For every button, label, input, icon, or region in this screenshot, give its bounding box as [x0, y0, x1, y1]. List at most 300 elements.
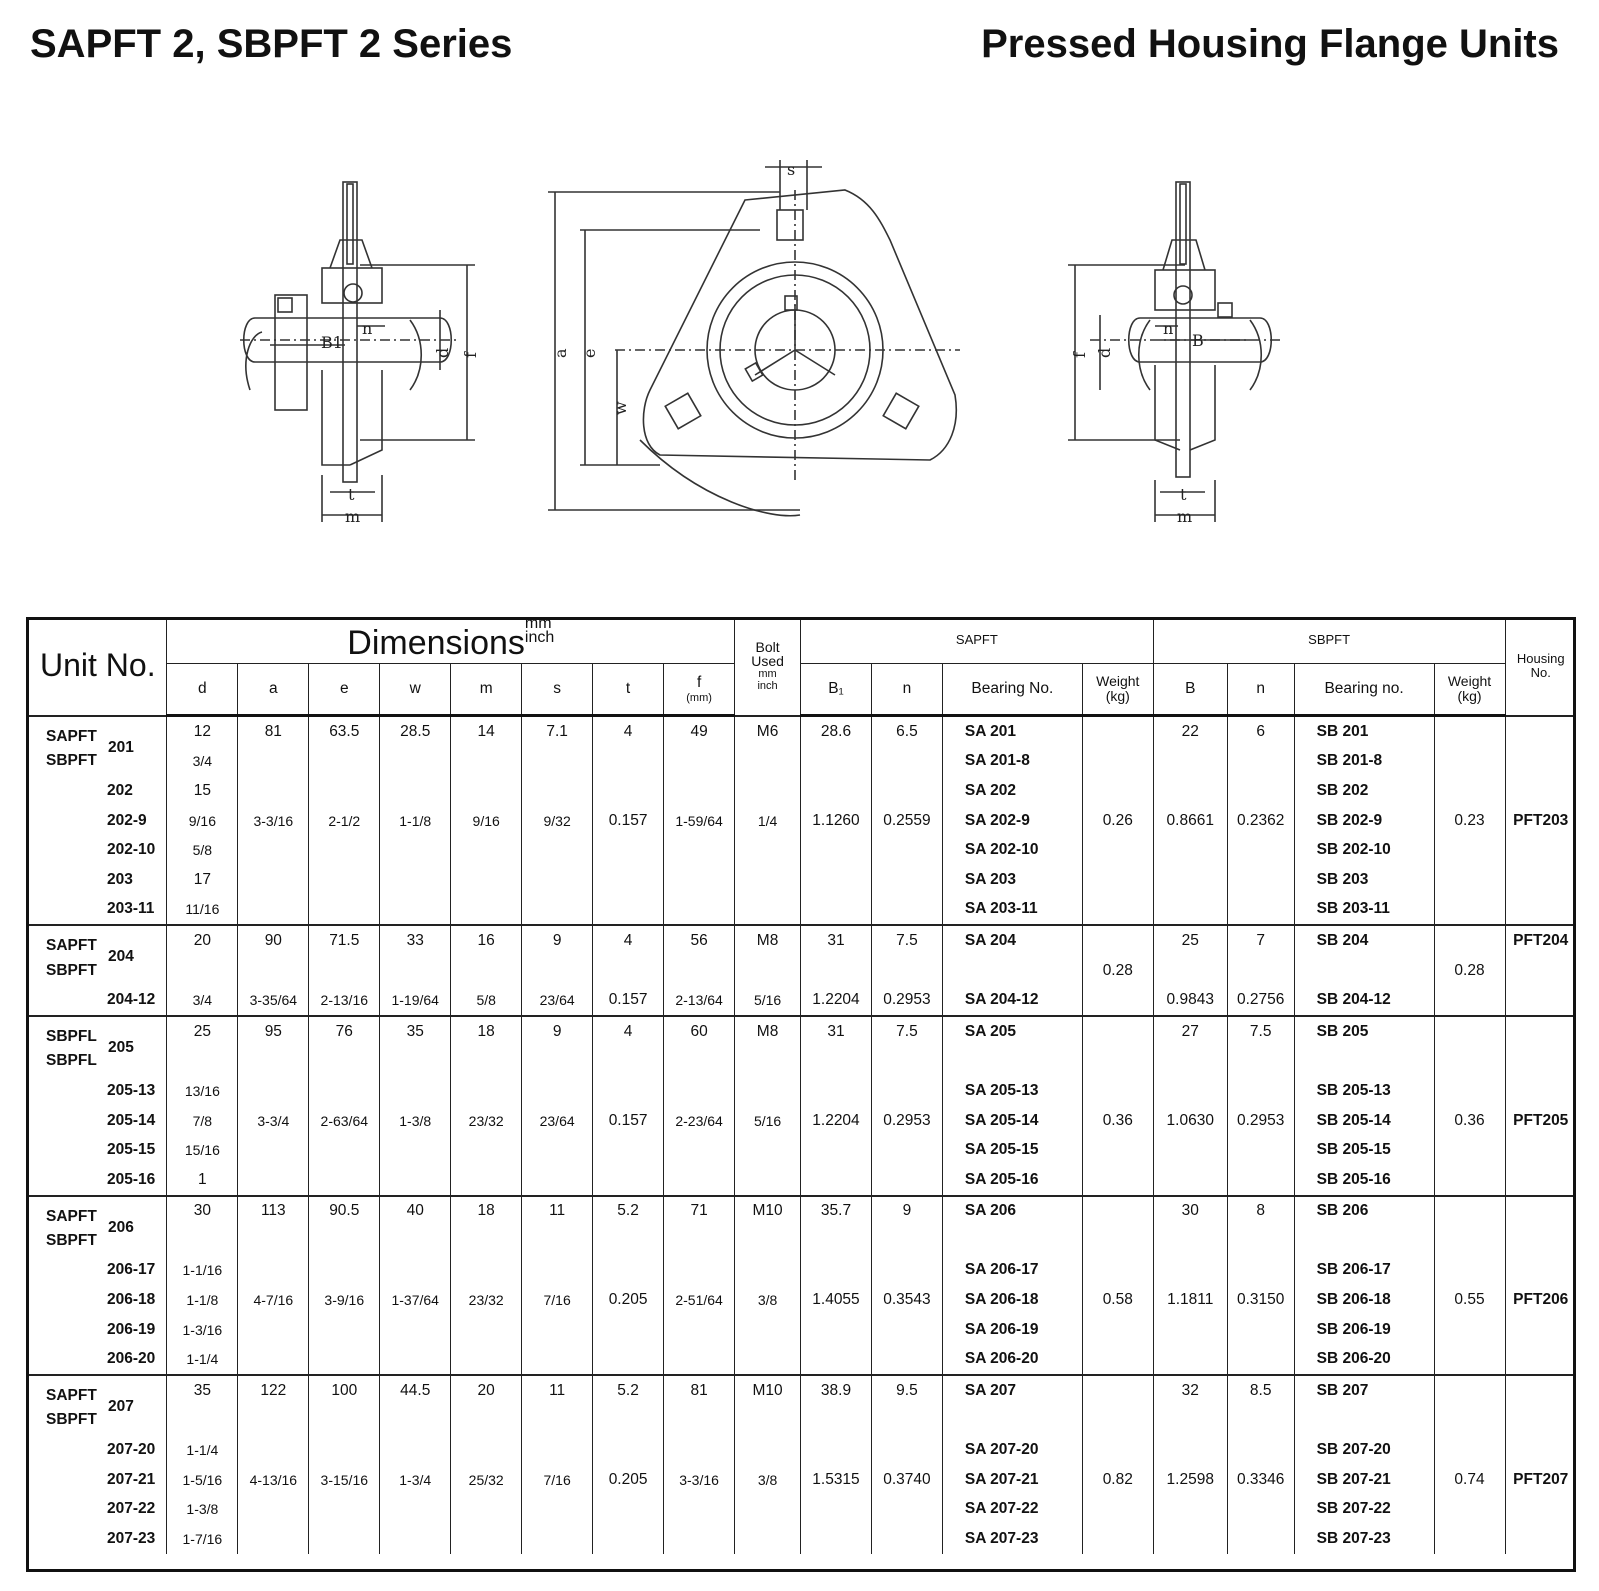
cell-bra: SA 207-21 [942, 1465, 1082, 1495]
cell-wb: 0.23 [1434, 806, 1505, 836]
cell-b1 [801, 747, 872, 777]
cell-n2: 7.5 [1227, 1016, 1294, 1047]
cell-t: 4 [593, 925, 664, 956]
cell-brb: SB 206 [1294, 1196, 1434, 1227]
cell-wb [1434, 1524, 1505, 1554]
cell-bolt: M8 [735, 925, 801, 956]
cell-n2 [1227, 1135, 1294, 1165]
cell-w [380, 747, 451, 777]
cell-m [451, 1226, 522, 1256]
cell-wa [1082, 1315, 1153, 1345]
cell-brb: SB 204 [1294, 925, 1434, 956]
cell-brb: SB 206-17 [1294, 1256, 1434, 1286]
cell-wa [1082, 1135, 1153, 1165]
unit-no-cell: 206-19 [107, 1320, 156, 1338]
cell-h: PFT207 [1505, 1465, 1576, 1495]
cell-s [522, 835, 593, 865]
cell-m [451, 1315, 522, 1345]
cell-m [451, 1524, 522, 1554]
cell-b1 [801, 1494, 872, 1524]
cell-bra: SA 205-13 [942, 1076, 1082, 1106]
cell-a: 3-35/64 [238, 985, 309, 1016]
specification-table [26, 617, 1576, 1554]
cell-s [522, 1435, 593, 1465]
cell-d: 15 [167, 776, 238, 806]
cell-m: 14 [451, 716, 522, 747]
bolt-used-header: Bolt Used mm inch [735, 617, 801, 716]
cell-n1 [871, 1435, 942, 1465]
cell-bolt [735, 835, 801, 865]
cell-s: 9 [522, 925, 593, 956]
cell-h [1505, 835, 1576, 865]
cell-s [522, 1226, 593, 1256]
cell-bolt [735, 776, 801, 806]
dim-col-w: w [380, 664, 451, 716]
unit-no-cell: SBPFT [46, 1231, 97, 1249]
cell-s [522, 1494, 593, 1524]
unit-no-cell: 202-10 [107, 841, 156, 859]
cell-m: 9/16 [451, 806, 522, 836]
cell-m [451, 776, 522, 806]
cell-brb [1294, 956, 1434, 986]
cell-e: 63.5 [309, 716, 380, 747]
page-title-right: Pressed Housing Flange Units [981, 22, 1559, 66]
label-s: s [787, 160, 796, 179]
cell-f [664, 865, 735, 895]
cell-f [664, 1076, 735, 1106]
cell-m: 18 [451, 1016, 522, 1047]
unit-no-cell: 206-17 [107, 1261, 156, 1279]
cell-m: 20 [451, 1375, 522, 1406]
cell-f: 49 [664, 716, 735, 747]
unit-no-cell: 202 [107, 781, 133, 799]
cell-s [522, 1076, 593, 1106]
cell-f: 1-59/64 [664, 806, 735, 836]
cell-a: 4-7/16 [238, 1285, 309, 1315]
cell-n1: 0.2953 [871, 1106, 942, 1136]
cell-b1: 1.4055 [801, 1285, 872, 1315]
label-t-left: t [348, 485, 355, 504]
cell-w [380, 776, 451, 806]
cell-s [522, 1135, 593, 1165]
cell-w: 1-3/4 [380, 1465, 451, 1495]
cell-bra [942, 1047, 1082, 1077]
cell-t [593, 1165, 664, 1196]
cell-f [664, 1256, 735, 1286]
cell-b [1153, 1165, 1227, 1196]
cell-bra: SA 206-20 [942, 1344, 1082, 1375]
cell-wa: 0.28 [1082, 956, 1153, 986]
cell-s: 23/64 [522, 1106, 593, 1136]
cell-b1: 38.9 [801, 1375, 872, 1406]
cell-w [380, 1494, 451, 1524]
cell-n2: 0.2362 [1227, 806, 1294, 836]
cell-t [593, 1135, 664, 1165]
cell-bra: SA 202 [942, 776, 1082, 806]
cell-b [1153, 835, 1227, 865]
cell-f [664, 1344, 735, 1375]
cell-w [380, 956, 451, 986]
cell-f: 81 [664, 1375, 735, 1406]
unit-no-cell: 206-18 [107, 1291, 156, 1309]
cell-s [522, 1315, 593, 1345]
front-view [548, 160, 960, 516]
cell-a [238, 865, 309, 895]
cell-t: 0.205 [593, 1465, 664, 1495]
cell-n2: 0.3346 [1227, 1465, 1294, 1495]
cell-bolt [735, 1256, 801, 1286]
cell-wb: 0.28 [1434, 956, 1505, 986]
cell-w: 28.5 [380, 716, 451, 747]
cell-d: 1-1/4 [167, 1344, 238, 1375]
cell-w [380, 1165, 451, 1196]
cell-m [451, 1435, 522, 1465]
cell-e [309, 747, 380, 777]
label-m-left: m [345, 507, 361, 526]
cell-d: 5/8 [167, 835, 238, 865]
unit-no-cell: 205-14 [107, 1111, 156, 1129]
cell-a: 90 [238, 925, 309, 956]
cell-wb [1434, 1256, 1505, 1286]
unit-no-header: Unit No. [26, 617, 167, 716]
cell-brb: SB 202-9 [1294, 806, 1434, 836]
cell-e [309, 1047, 380, 1077]
cell-t [593, 1524, 664, 1554]
cell-a [238, 1344, 309, 1375]
cell-bra: SA 207-22 [942, 1494, 1082, 1524]
cell-a: 3-3/16 [238, 806, 309, 836]
cell-brb: SB 205 [1294, 1016, 1434, 1047]
cell-e [309, 835, 380, 865]
cell-wb [1434, 1406, 1505, 1436]
cell-bra: SA 205-15 [942, 1135, 1082, 1165]
cell-bra: SA 204 [942, 925, 1082, 956]
cell-wb [1434, 865, 1505, 895]
cell-s [522, 776, 593, 806]
label-d-right: d [1095, 347, 1114, 358]
cell-s [522, 895, 593, 926]
cell-brb: SB 203 [1294, 865, 1434, 895]
cell-wb [1434, 835, 1505, 865]
cell-bra: SA 207-23 [942, 1524, 1082, 1554]
cell-f [664, 1406, 735, 1436]
cell-a [238, 1435, 309, 1465]
cell-d: 1-7/16 [167, 1524, 238, 1554]
unit-no-cell: 206-20 [107, 1350, 156, 1368]
cell-f [664, 835, 735, 865]
cell-h [1505, 1226, 1576, 1256]
cell-wa [1082, 747, 1153, 777]
cell-t [593, 1315, 664, 1345]
table-row [26, 925, 1576, 956]
cell-a [238, 895, 309, 926]
cell-h [1505, 1196, 1576, 1227]
cell-n1 [871, 776, 942, 806]
cell-t: 0.205 [593, 1285, 664, 1315]
right-side-view [1068, 182, 1280, 526]
cell-s: 23/64 [522, 985, 593, 1016]
cell-h [1505, 1135, 1576, 1165]
unit-no-cell: SAPFT 204 [26, 925, 167, 956]
cell-n2 [1227, 1165, 1294, 1196]
cell-brb: SB 205-13 [1294, 1076, 1434, 1106]
unit-no-cell: SAPFT 207 [26, 1375, 167, 1406]
cell-n2 [1227, 1344, 1294, 1375]
label-n-left: n [362, 319, 373, 338]
cell-d: 1-3/16 [167, 1315, 238, 1345]
cell-t [593, 1435, 664, 1465]
sbpft-col-1: n [1227, 664, 1294, 716]
cell-f [664, 1524, 735, 1554]
cell-wb [1434, 1016, 1505, 1047]
cell-bra: SA 201 [942, 716, 1082, 747]
cell-bra: SA 202-9 [942, 806, 1082, 836]
cell-t: 4 [593, 716, 664, 747]
unit-no-cell: SBPFT [46, 961, 97, 979]
cell-b [1153, 1344, 1227, 1375]
cell-n1 [871, 895, 942, 926]
cell-wa [1082, 1076, 1153, 1106]
unit-no-cell: 203-11 [107, 900, 155, 918]
cell-e: 2-13/16 [309, 985, 380, 1016]
cell-n2: 0.2756 [1227, 985, 1294, 1016]
label-f-right: f [1070, 352, 1089, 358]
cell-b: 30 [1153, 1196, 1227, 1227]
table-row [26, 806, 1576, 836]
cell-bolt: M10 [735, 1375, 801, 1406]
table-row [26, 1076, 1576, 1106]
cell-w: 1-3/8 [380, 1106, 451, 1136]
table-row [26, 1106, 1576, 1136]
table-row [26, 985, 1576, 1016]
cell-b [1153, 1256, 1227, 1286]
cell-brb: SB 207 [1294, 1375, 1434, 1406]
cell-e: 100 [309, 1375, 380, 1406]
cell-n2: 6 [1227, 716, 1294, 747]
unit-no-cell: 207-21 [107, 1470, 156, 1488]
cell-m [451, 835, 522, 865]
unit-no-cell: SBPFL [46, 1052, 97, 1070]
cell-wb [1434, 1165, 1505, 1196]
cell-t: 5.2 [593, 1375, 664, 1406]
cell-n2: 7 [1227, 925, 1294, 956]
cell-t [593, 835, 664, 865]
cell-n1 [871, 1256, 942, 1286]
unit-no-cell: SBPFT [46, 1411, 97, 1429]
page-title-left: SAPFT 2, SBPFT 2 Series [30, 22, 513, 66]
cell-bolt [735, 1406, 801, 1436]
unit-no-cell: SBPFT [46, 752, 97, 770]
label-m-right: m [1177, 507, 1193, 526]
cell-wb [1434, 1375, 1505, 1406]
cell-n1 [871, 865, 942, 895]
cell-f: 2-51/64 [664, 1285, 735, 1315]
cell-wa [1082, 865, 1153, 895]
cell-a [238, 1256, 309, 1286]
cell-b1 [801, 1315, 872, 1345]
cell-a: 81 [238, 716, 309, 747]
cell-t [593, 1494, 664, 1524]
cell-b1: 31 [801, 925, 872, 956]
table-row [26, 747, 1576, 777]
cell-s [522, 747, 593, 777]
cell-s: 11 [522, 1196, 593, 1227]
cell-w: 1-37/64 [380, 1285, 451, 1315]
cell-d: 7/8 [167, 1106, 238, 1136]
cell-n2 [1227, 1494, 1294, 1524]
sapft-col-3: Weight (kg) [1082, 664, 1153, 716]
cell-wb: 0.74 [1434, 1465, 1505, 1495]
cell-a [238, 776, 309, 806]
cell-m [451, 1344, 522, 1375]
cell-s: 9/32 [522, 806, 593, 836]
cell-b [1153, 1135, 1227, 1165]
cell-b1: 1.2204 [801, 985, 872, 1016]
cell-b1 [801, 1524, 872, 1554]
cell-n1 [871, 1524, 942, 1554]
cell-wa [1082, 1494, 1153, 1524]
cell-wa [1082, 1524, 1153, 1554]
cell-brb: SB 207-21 [1294, 1465, 1434, 1495]
cell-b1 [801, 956, 872, 986]
cell-b [1153, 776, 1227, 806]
cell-d: 20 [167, 925, 238, 956]
cell-bra: SA 206-18 [942, 1285, 1082, 1315]
cell-t: 0.157 [593, 1106, 664, 1136]
cell-w: 35 [380, 1016, 451, 1047]
cell-b: 1.2598 [1153, 1465, 1227, 1495]
cell-n1: 9.5 [871, 1375, 942, 1406]
cell-e: 76 [309, 1016, 380, 1047]
cell-wa [1082, 1344, 1153, 1375]
cell-wb [1434, 747, 1505, 777]
cell-a [238, 1494, 309, 1524]
cell-w [380, 1135, 451, 1165]
table-row [26, 776, 1576, 806]
cell-wa [1082, 716, 1153, 747]
label-d-left: d [433, 347, 452, 358]
cell-bolt [735, 1226, 801, 1256]
cell-wb [1434, 716, 1505, 747]
cell-bolt: 3/8 [735, 1465, 801, 1495]
cell-h [1505, 716, 1576, 747]
cell-h [1505, 1016, 1576, 1047]
dim-col-s: s [522, 664, 593, 716]
cell-b [1153, 1047, 1227, 1077]
cell-h [1505, 1256, 1576, 1286]
cell-e [309, 865, 380, 895]
cell-n1: 9 [871, 1196, 942, 1227]
cell-h [1505, 1375, 1576, 1406]
cell-bolt: M8 [735, 1016, 801, 1047]
cell-d: 30 [167, 1196, 238, 1227]
cell-m [451, 895, 522, 926]
table-row [26, 1406, 1576, 1436]
cell-brb: SB 206-20 [1294, 1344, 1434, 1375]
cell-f [664, 1435, 735, 1465]
cell-bolt [735, 1315, 801, 1345]
cell-m [451, 1135, 522, 1165]
cell-e [309, 1256, 380, 1286]
cell-bolt: 1/4 [735, 806, 801, 836]
cell-m [451, 956, 522, 986]
cell-b1 [801, 1344, 872, 1375]
cell-e: 3-15/16 [309, 1465, 380, 1495]
cell-wa: 0.82 [1082, 1465, 1153, 1495]
housing-no-header: Housing No. [1505, 617, 1576, 716]
cell-b: 25 [1153, 925, 1227, 956]
cell-b1 [801, 1226, 872, 1256]
cell-b1: 1.2204 [801, 1106, 872, 1136]
cell-n1 [871, 1344, 942, 1375]
cell-b: 0.9843 [1153, 985, 1227, 1016]
cell-wb [1434, 925, 1505, 956]
cell-b: 1.0630 [1153, 1106, 1227, 1136]
cell-f: 2-13/64 [664, 985, 735, 1016]
cell-brb: SB 204-12 [1294, 985, 1434, 1016]
cell-bra: SA 206-17 [942, 1256, 1082, 1286]
cell-brb: SB 202 [1294, 776, 1434, 806]
cell-brb: SB 202-10 [1294, 835, 1434, 865]
dim-col-e: e [309, 664, 380, 716]
cell-brb: SB 201 [1294, 716, 1434, 747]
label-e: e [580, 348, 599, 358]
cell-wb [1434, 1076, 1505, 1106]
cell-bra [942, 1226, 1082, 1256]
cell-wb [1434, 1435, 1505, 1465]
cell-a [238, 1524, 309, 1554]
cell-n2 [1227, 1315, 1294, 1345]
table-row [26, 835, 1576, 865]
unit-no-cell: 202-9 [107, 811, 147, 829]
cell-t [593, 1226, 664, 1256]
cell-s [522, 1047, 593, 1077]
cell-e [309, 1406, 380, 1436]
cell-f [664, 747, 735, 777]
cell-n1: 0.2953 [871, 985, 942, 1016]
cell-t: 5.2 [593, 1196, 664, 1227]
table-row [26, 1524, 1576, 1554]
cell-wa [1082, 1165, 1153, 1196]
cell-n2 [1227, 865, 1294, 895]
cell-m: 16 [451, 925, 522, 956]
cell-wa [1082, 985, 1153, 1016]
table-row [26, 1256, 1576, 1286]
cell-d: 3/4 [167, 985, 238, 1016]
cell-bolt [735, 956, 801, 986]
table-row [26, 1315, 1576, 1345]
cell-b1: 1.1260 [801, 806, 872, 836]
cell-w: 40 [380, 1196, 451, 1227]
cell-d [167, 956, 238, 986]
cell-n1 [871, 835, 942, 865]
dim-col-a: a [238, 664, 309, 716]
cell-b: 32 [1153, 1375, 1227, 1406]
cell-bolt [735, 1135, 801, 1165]
cell-n2 [1227, 1226, 1294, 1256]
cell-wa [1082, 1016, 1153, 1047]
cell-w [380, 895, 451, 926]
cell-bra: SA 205-16 [942, 1165, 1082, 1196]
unit-no-cell: 207-23 [107, 1529, 156, 1547]
cell-wa [1082, 1375, 1153, 1406]
cell-b1 [801, 1435, 872, 1465]
cell-a [238, 1076, 309, 1106]
unit-no-cell: SAPFT 201 [26, 716, 167, 747]
cell-s [522, 1406, 593, 1436]
cell-t [593, 895, 664, 926]
cell-e [309, 1344, 380, 1375]
